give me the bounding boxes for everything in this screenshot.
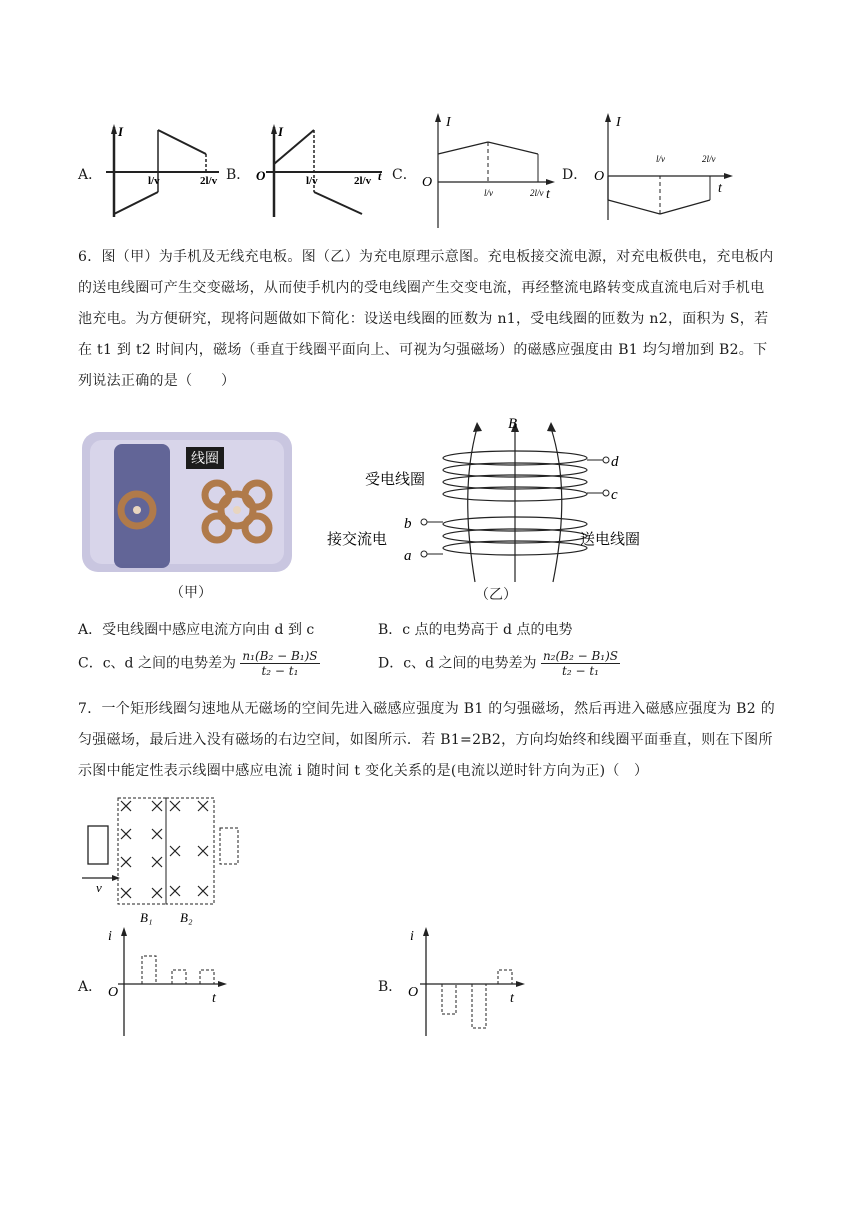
svg-text:O: O: [594, 169, 605, 184]
svg-text:i: i: [410, 929, 414, 944]
q5-graph-d: [590, 110, 740, 230]
q5-a-tick-1: l/v: [148, 175, 160, 187]
svg-text:t: t: [378, 169, 382, 183]
q5-option-a-label: A．: [78, 167, 103, 183]
receive-coil-label: 受电线圈: [365, 472, 426, 488]
q5-option-c-label: C．: [392, 167, 417, 183]
svg-text:I: I: [616, 115, 621, 130]
svg-text:a: a: [404, 548, 412, 564]
q6-option-b: B．c 点的电势高于 d 点的电势: [378, 622, 573, 638]
svg-text:B₁: B₁: [140, 910, 153, 925]
svg-text:l/v: l/v: [484, 188, 493, 198]
svg-text:2l/v: 2l/v: [354, 175, 372, 187]
svg-text:O: O: [256, 168, 266, 183]
q6-coil-diagram: [325, 412, 665, 590]
q7-option-b-label: B．: [378, 979, 403, 995]
q6-question-text: 6．图（甲）为手机及无线充电板。图（乙）为充电原理示意图。充电板接交流电源，对充电板供电，充电板内的送电线圈可产生交变磁场，从而使手机内的受电线圈产生交变电流，再经整流电路转变成直流电后对手机电池充电。为方便研究，现将问题做如下简化：设送电线圈的匝数为 n1，受电线圈的匝数为 n2，面积为 S，若在 t1 到 t2 时间内，磁场（垂直于线圈平面向上、可视为匀强磁场）的磁感应强度由 B1 均匀增加到 B2。下列说法正确的是（ ）: [78, 249, 774, 389]
svg-text:t: t: [546, 187, 550, 202]
q6-option-a: A．受电线圈中感应电流方向由 d 到 c: [78, 622, 315, 638]
svg-text:t: t: [718, 181, 722, 196]
svg-text:2l/v: 2l/v: [702, 154, 716, 164]
svg-text:t: t: [212, 991, 216, 1006]
svg-text:c: c: [611, 487, 618, 503]
q7-option-a-label: A．: [78, 979, 103, 995]
svg-text:i: i: [108, 929, 112, 944]
q5-graph-b: [252, 122, 387, 222]
q5-a-tick-2: 2l/v: [200, 175, 218, 187]
coil-rings: [102, 470, 282, 560]
send-coil-label: 送电线圈: [580, 532, 641, 548]
svg-text:I: I: [278, 124, 284, 139]
q5-a-axis-i: I: [118, 124, 124, 139]
q5-graph-c: [418, 110, 558, 230]
q5-graph-a: [104, 122, 224, 222]
q6-fig-jia-caption: （甲）: [170, 585, 212, 601]
coil-label: 线圈: [186, 447, 224, 469]
svg-text:v: v: [96, 880, 102, 895]
svg-text:O: O: [408, 985, 419, 1000]
svg-text:O: O: [108, 985, 119, 1000]
q6-fig-yi-caption: （乙）: [475, 587, 517, 603]
q5-option-d-label: D．: [562, 167, 588, 183]
q5-option-b-label: B．: [226, 167, 251, 183]
svg-text:2l/v: 2l/v: [530, 188, 544, 198]
svg-text:l/v: l/v: [306, 175, 318, 187]
svg-text:b: b: [404, 516, 412, 532]
label-B: B: [508, 416, 518, 432]
q7-question-text: 7．一个矩形线圈匀速地从无磁场的空间先进入磁感应强度为 B1 的匀强磁场，然后再进入磁感应强度为 B2 的匀强磁场，最后进入没有磁场的右边空间，如图所示．若 B1=2B2，方向均始终和线圈平面垂直，则在下图所示图中能定性表示线圈中感应电流 i 随时间 t 变化关系的是(电流以逆时针方向为正)（ ）: [78, 701, 775, 779]
svg-text:O: O: [422, 175, 433, 190]
ac-source-label: 接交流电: [327, 532, 388, 548]
svg-text:I: I: [446, 115, 451, 130]
svg-text:t: t: [510, 991, 514, 1006]
svg-text:l/v: l/v: [656, 154, 665, 164]
svg-text:d: d: [611, 454, 619, 470]
q6-option-c: C．c、d 之间的电势差为 $\frac{\text{n₁(B₂ − B₁)S}}{\text{t₂ − t₁}}$: [78, 649, 318, 678]
q6-option-d: D．c、d 之间的电势差为 $\frac{\text{n₂(B₂ − B₁)S}}{\text{t₂ − t₁}}$: [378, 649, 619, 678]
svg-text:B₂: B₂: [180, 910, 193, 925]
q6-charger-figure: [82, 432, 292, 572]
q7-field-diagram: [80, 796, 260, 926]
q7-graph-b: [402, 926, 532, 1038]
q7-graph-a: [104, 926, 234, 1038]
